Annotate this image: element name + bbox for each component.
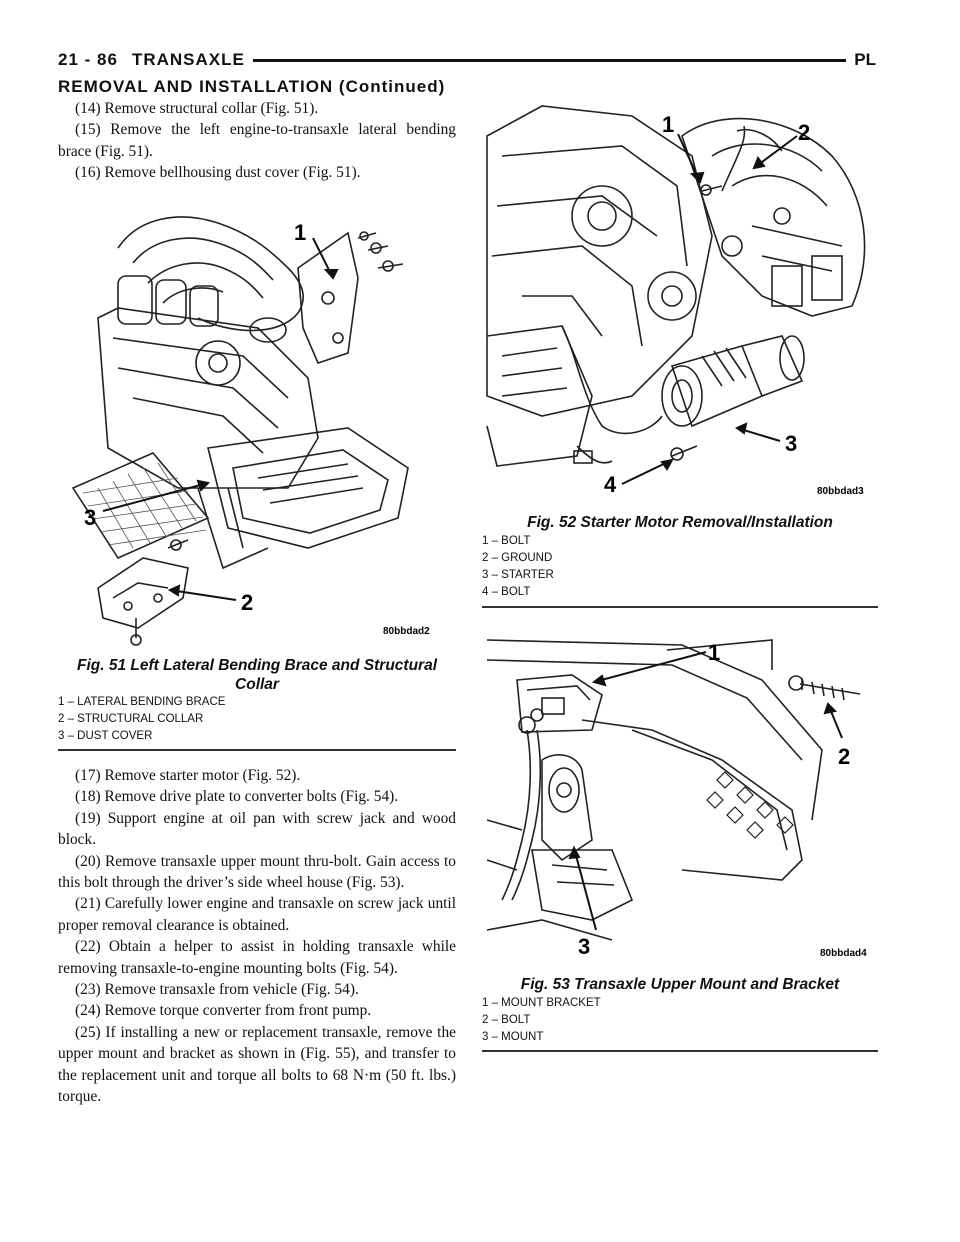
figure-52-illustration (482, 96, 878, 500)
page-header (58, 48, 876, 72)
figure-51-callout: 1 (294, 220, 307, 245)
step-text: (23) Remove transaxle from vehicle (Fig. 54). (75, 981, 359, 999)
figure-51-caption-line: Collar (235, 676, 279, 693)
figure-51-illustration (58, 188, 458, 650)
header-rule (253, 59, 846, 62)
step-text: (15) Remove the left engine-to-transaxle lateral bending brace (Fig. 51). (58, 121, 456, 160)
step-text: (18) Remove drive plate to converter bolts (Fig. 54). (75, 788, 399, 806)
figure-52-divider (482, 606, 878, 608)
legend-item: 3 – STARTER (482, 569, 554, 581)
figure-51-callout: 2 (241, 590, 254, 615)
figure-52-callout: 2 (798, 120, 811, 145)
step-text: (22) Obtain a helper to assist in holding transaxle while removing transaxle-to-engine mounting bolts (Fig. 54). (58, 938, 456, 977)
figure-51-caption (58, 656, 456, 694)
step-text: (20) Remove transaxle upper mount thru-bolt. Gain access to this bolt through the driver’s side wheel house (Fig. 53). (58, 852, 456, 892)
figure-53-drawing (482, 620, 878, 970)
step-text: (14) Remove structural collar (Fig. 51). (75, 100, 319, 117)
steps-bottom (58, 765, 456, 1108)
figure-52-callout: 3 (785, 431, 798, 456)
legend-item: 2 – GROUND (482, 552, 553, 564)
figure-51-caption-line: Fig. 51 Left Lateral Bending Brace and Structural (76, 657, 438, 674)
page-number: 21 - 86 (58, 50, 118, 69)
figure-53-divider (482, 1050, 878, 1052)
figure-51-legend (58, 694, 225, 745)
figure-53-illustration (482, 620, 878, 970)
step-text: (21) Carefully lower engine and transaxle on screw jack until proper removal clearance is obtained. (58, 895, 456, 934)
section-title: TRANSAXLE (131, 50, 245, 69)
step-text: (19) Support engine at oil pan with screw jack and wood block. (58, 809, 456, 849)
legend-item: 2 – STRUCTURAL COLLAR (58, 713, 204, 725)
figure-53-legend (482, 995, 601, 1046)
legend-item: 1 – BOLT (482, 535, 531, 547)
legend-item: 1 – LATERAL BENDING BRACE (58, 696, 226, 708)
figure-51-image-code: 80bbdad2 (383, 626, 430, 637)
subheading: REMOVAL AND INSTALLATION (Continued) (58, 77, 446, 96)
step-text: (16) Remove bellhousing dust cover (Fig. 51). (75, 164, 361, 182)
step-text: (25) If installing a new or replacement transaxle, remove the upper mount and bracket as shown in (Fig. 55), and transfer to the replacement unit and torque all bolts to 68 N·m (50 ft. lbs.) torque. (58, 1023, 456, 1106)
figure-53-callout: 3 (578, 934, 591, 959)
figure-51-divider (58, 749, 456, 751)
legend-item: 4 – BOLT (482, 586, 531, 598)
step-text: (24) Remove torque converter from front pump. (75, 1002, 372, 1020)
legend-item: 2 – BOLT (482, 1014, 531, 1026)
steps-top (58, 98, 456, 184)
figure-51-drawing (58, 188, 458, 650)
figure-51-callout: 3 (84, 505, 97, 530)
legend-item: 3 – DUST COVER (58, 730, 153, 742)
figure-52-callout: 1 (662, 112, 675, 137)
legend-item: 1 – MOUNT BRACKET (482, 997, 601, 1009)
model-code: PL (854, 50, 876, 69)
figure-52-image-code: 80bbdad3 (817, 486, 864, 497)
figure-53-callout: 2 (838, 744, 851, 769)
figure-53-caption: Fig. 53 Transaxle Upper Mount and Bracket (520, 976, 840, 993)
figure-53-callout: 1 (708, 640, 721, 665)
figure-52-drawing (482, 96, 878, 500)
step-text: (17) Remove starter motor (Fig. 52). (75, 767, 301, 784)
figure-53-image-code: 80bbdad4 (820, 948, 867, 959)
figure-52-caption: Fig. 52 Starter Motor Removal/Installation (527, 514, 833, 531)
figure-52-callout: 4 (604, 472, 617, 497)
legend-item: 3 – MOUNT (482, 1031, 544, 1043)
figure-52-legend (482, 533, 554, 601)
